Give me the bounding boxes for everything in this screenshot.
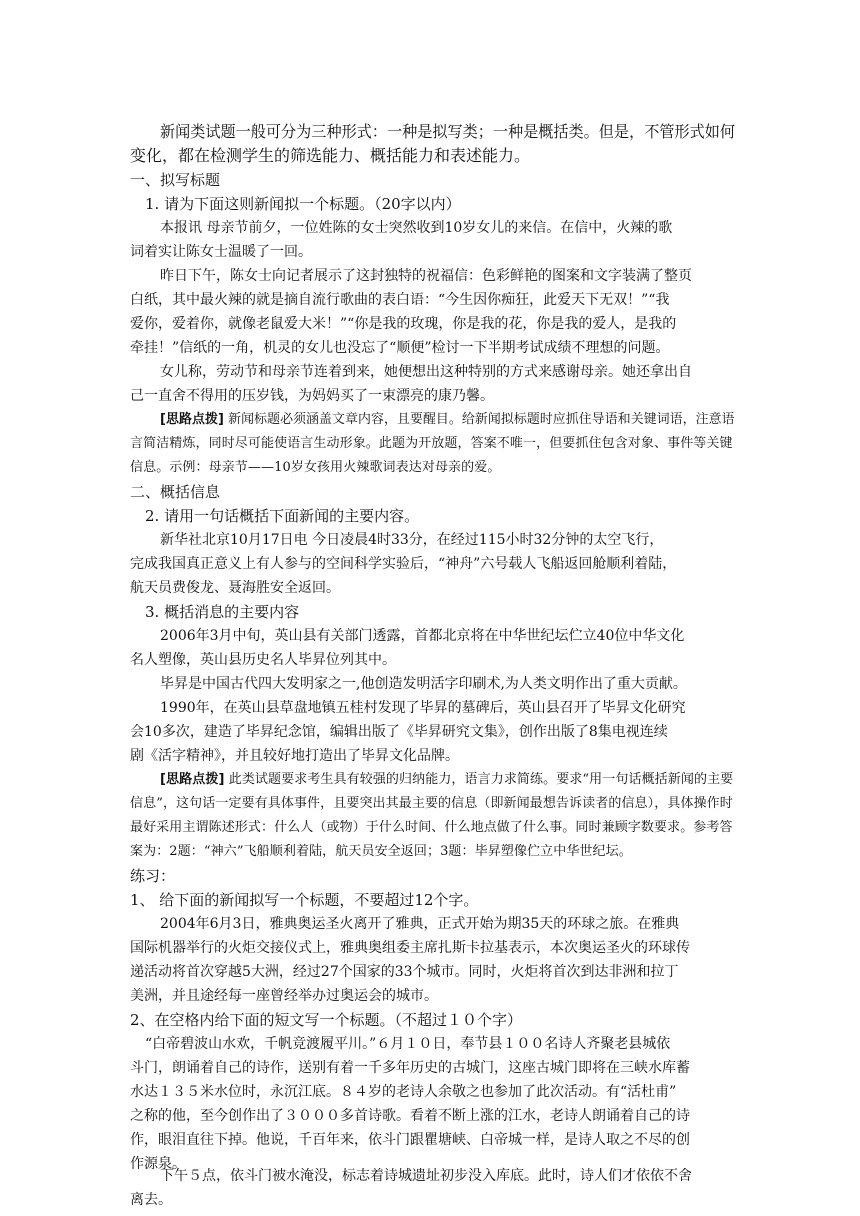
- news-line: 词着实让陈女士温暖了一回。: [130, 244, 312, 260]
- news-line: 牵挂！”信纸的一角，机灵的女儿也没忘了“顺便”检讨一下半期考试成绩不理想的问题。: [130, 340, 670, 356]
- tip-label: [思路点拨]: [160, 412, 224, 427]
- news-line: 之称的他，至今创作出了３０００多首诗歌。看着不断上涨的江水，老诗人朗诵着自己的诗: [130, 1108, 690, 1124]
- news-line: 1990年，在英山县草盘地镇五桂村发现了毕昇的墓碑后，英山县召开了毕昇文化研究: [160, 700, 686, 716]
- news-line: 国际机器举行的火炬交接仪式上，雅典奥组委主席扎斯卡拉基表示，本次奥运圣火的环球传: [130, 940, 690, 956]
- news-line: 水达１３５米水位时，永沉江底。８４岁的老诗人余敬之也参加了此次活动。有“活杜甫”: [130, 1084, 677, 1100]
- question-title: 2. 请用一句话概括下面新闻的主要内容。: [145, 507, 420, 525]
- news-line: 完成我国真正意义上有人参与的空间科学实验后，“神舟”六号载人飞船返回舱顺利着陆，: [130, 556, 677, 572]
- news-line: 2004年6月3日，雅典奥运圣火离开了雅典，正式开始为期35天的环球之旅。在雅典: [160, 916, 680, 932]
- tip-line: [160, 768, 733, 792]
- news-line: 离去。: [130, 1192, 172, 1208]
- news-line: 毕昇是中国古代四大发明家之一,他创造发明活字印刷术,为人类文明作出了重大贡献。: [160, 676, 687, 692]
- news-line: 己一直舍不得用的压岁钱，为妈妈买了一束漂亮的康乃馨。: [130, 388, 494, 404]
- news-line: 昨日下午，陈女士向记者展示了这封独特的祝福信：色彩鲜艳的图案和文字装满了整页: [160, 268, 692, 284]
- tip-label: [思路点拨]: [160, 772, 225, 787]
- section-heading: 练习：: [130, 867, 176, 885]
- news-line: 白纸，其中最火辣的就是摘自流行歌曲的表白语：“今生因你痴狂，此爱天下无双！”“我: [130, 292, 670, 308]
- tip-line: 最好采用主谓陈述形式：什么人（或物）于什么时间、什么地点做了什么事。同时兼顾字数要求。参考答: [130, 820, 733, 835]
- news-line: 本报讯 母亲节前夕，一位姓陈的女士突然收到10岁女儿的来信。在信中，火辣的歌: [160, 220, 673, 236]
- section-heading: 一、拟写标题: [130, 171, 221, 189]
- news-line: 斗门，朗诵着自己的诗作，送别有着一千多年历史的古城门，这座古城门即将在三峡水库蓄: [130, 1060, 690, 1076]
- question-title: 1. 请为下面这则新闻拟一个标题。（20字以内）: [145, 195, 461, 213]
- news-line: 作，眼泪直往下掉。他说，千百年来，依斗门跟瞿塘峡、白帝城一样，是诗人取之不尽的创: [130, 1132, 690, 1148]
- practice-question: 2、在空格内给下面的短文写一个标题。（不超过１０个字）: [130, 1011, 523, 1029]
- news-line: 2006年3月中旬，英山县有关部门透露，首都北京将在中华世纪坛伫立40位中华文化: [160, 628, 685, 644]
- news-line: 新华社北京10月17日电 今日凌晨4时33分，在经过115小时32分钟的太空飞行，: [160, 532, 664, 548]
- tip-line: 信息”，这句话一定要有具体事件，且要突出其最主要的信息（即新闻最想告诉读者的信息），具体操作时: [130, 796, 733, 811]
- news-line: 会10多次，建造了毕昇纪念馆，编辑出版了《毕昇研究文集》，创作出版了8集电视连续: [130, 724, 668, 740]
- question-title: 3. 概括消息的主要内容: [145, 603, 300, 621]
- news-line: 递活动将首次穿越5大洲，经过27个国家的33个城市。同时，火炬将首次到达非洲和拉丁: [130, 964, 679, 980]
- tip-line: 信息。示例：母亲节——10岁女孩用火辣歌词表达对母亲的爱。: [130, 460, 501, 475]
- practice-question: 1、 给下面的新闻拟写一个标题，不要超过12个字。: [130, 891, 479, 909]
- tip-line: 言简洁精炼，同时尽可能使语言生动形象。此题为开放题，答案不唯一，但要抓住包含对象、事件等关键: [130, 436, 733, 451]
- news-line: 下午５点，依斗门被水淹没，标志着诗城遗址初步没入库底。此时，诗人们才依依不舍: [160, 1168, 692, 1184]
- intro-line: 变化，都在检测学生的筛选能力、概括能力和表述能力。: [130, 146, 531, 165]
- tip-line: 案为：2题：“神六”飞船顺利着陆，航天员安全返回；3题：毕昇塑像伫立中华世纪坛。: [130, 844, 632, 859]
- news-line: 名人塑像，英山县历史名人毕昇位列其中。: [130, 652, 396, 668]
- news-line: 美洲，并且途经每一座曾经举办过奥运会的城市。: [130, 988, 438, 1004]
- news-line: 女儿称，劳动节和母亲节连着到来，她便想出这种特别的方式来感谢母亲。她还拿出自: [160, 364, 692, 380]
- tip-text: 此类试题要求考生具有较强的归纳能力，语言力求简练。要求“用一句话概括新闻的主要: [228, 772, 734, 787]
- tip-text: 新闻标题必须涵盖文章内容，且要醒目。给新闻拟标题时应抓住导语和关键词语，注意语: [228, 412, 735, 427]
- section-heading: 二、概括信息: [130, 483, 221, 501]
- news-line: 爱你，爱着你，就像老鼠爱大米！”“你是我的玫瑰，你是我的花，你是我的爱人，是我的: [130, 316, 677, 332]
- news-line: 作源泉。: [130, 1156, 186, 1172]
- intro-line: 新闻类试题一般可分为三种形式：一种是拟写类；一种是概括类。但是，不管形式如何: [160, 122, 736, 141]
- news-line: 航天员费俊龙、聂海胜安全返回。: [130, 580, 340, 596]
- news-line: “白帝碧波山水欢，千帆竞渡履平川。”６月１０日，奉节县１００名诗人齐聚老县城依: [145, 1036, 671, 1052]
- tip-line: [160, 408, 735, 432]
- news-line: 剧《活字精神》，并且较好地打造出了毕昇文化品牌。: [130, 748, 459, 764]
